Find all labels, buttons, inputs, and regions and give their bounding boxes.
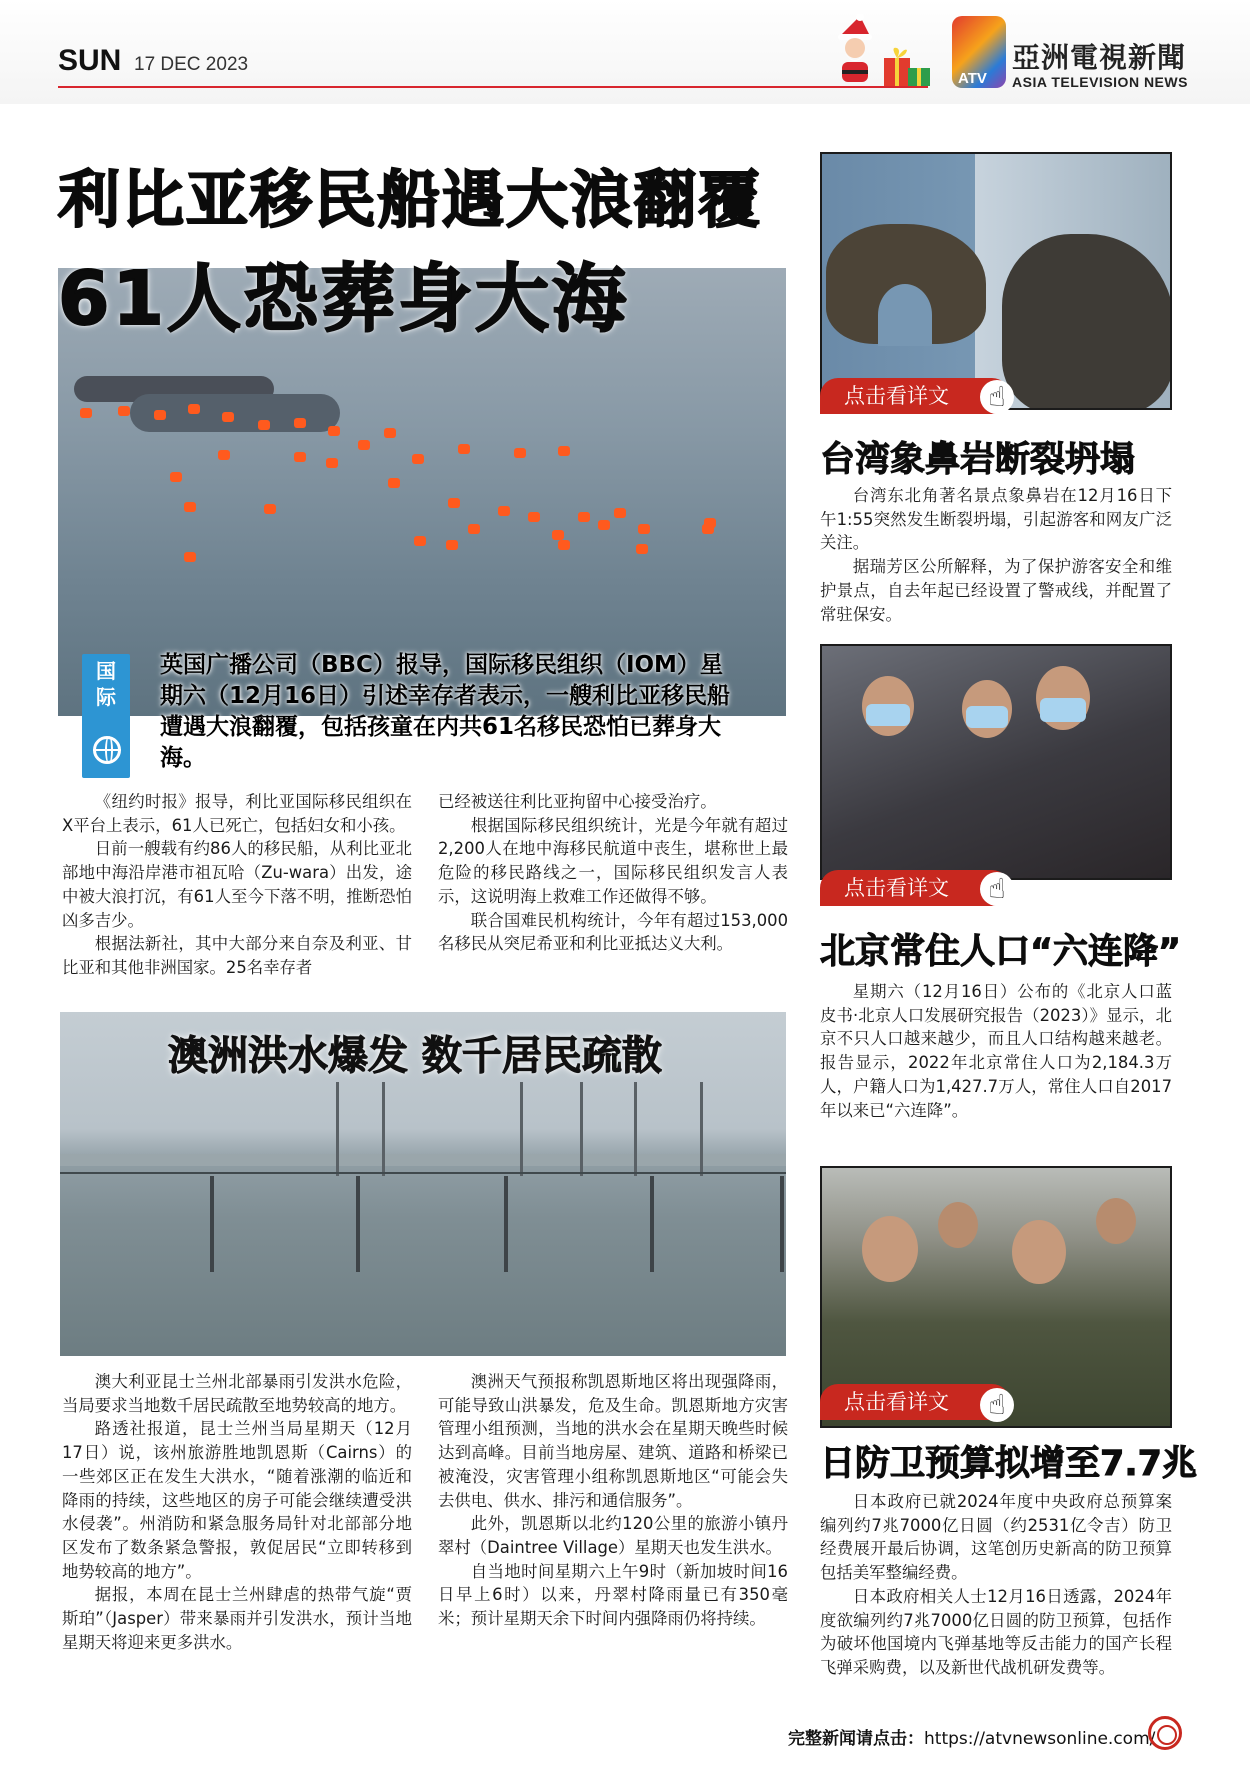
side-story-1-headline: 台湾象鼻岩断裂坍塌 [820,440,1136,480]
pointer-hand-icon: ☝ [980,380,1014,414]
issue-date: 17 DEC 2023 [134,54,249,75]
beijing-crowd-photo [820,644,1172,880]
paragraph: 此外，凯恩斯以北约120公里的旅游小镇丹翠村（Daintree Village）星期天也发生洪水。 [438,1514,788,1557]
read-more-button-1[interactable]: 点击看详文 [820,378,1010,414]
atv-footer-icon [1148,1716,1182,1750]
gift-icon [882,36,932,88]
paragraph: 联合国难民机构统计，今年有超过153,000名移民从突尼希亚和利比亚抵达义大利。 [438,910,788,954]
paragraph: 澳洲天气预报称凯恩斯地区将出现强降雨，可能导致山洪暴发，危及生命。凯恩斯地方灾害管理小组预测，当地的洪水会在星期天晚些时候达到高峰。目前当地房屋、建筑、道路和桥梁已被淹没，灾害管理小组称凯恩斯地区“可能会失去供电、供水、排污和通信服务”。 [438,1372,788,1510]
footer-label: 完整新闻请点击： [788,1729,924,1749]
flood-story-title: 澳洲洪水爆发 数千居民疏散 [168,1033,662,1079]
paragraph: 据瑞芳区公所解释，为了保护游客安全和维护景点，自去年起已经设置了警戒线，并配置了常驻保安。 [820,557,1172,624]
side-story-3-body [820,1490,1172,1680]
santa-icon [826,14,886,88]
section-badge-label: 国际 [96,659,116,709]
paragraph: 日本政府已就2024年度中央政府总预算案编列约7兆7000亿日圆（约2531亿令吉）防卫经费展开最后协调，这笔创历史新高的防卫预算包括美军整编经费。 [820,1492,1172,1583]
pointer-hand-icon: ☝ [980,1388,1014,1422]
side-story-1-body [820,484,1172,626]
paragraph: 日本政府相关人士12月16日透露，2024年度欲编列约7兆7000亿日圆的防卫预算，包括作为破坏他国境内飞弹基地等反击能力的国产长程飞弹采购费，以及新世代战机研发费等。 [820,1586,1172,1677]
fence-wire [60,1172,786,1174]
main-story-column-2 [438,790,788,956]
footer-url-link[interactable]: https://atvnewsonline.com/ [924,1729,1156,1749]
main-story-intro: 英国广播公司（BBC）报导，国际移民组织（IOM）星期六（12月16日）引述幸存者表示，一艘利比亚移民船遭遇大浪翻覆，包括孩童在内共61名移民恐怕已葬身大海。 [160,652,731,771]
paragraph: 日前一艘载有约86人的移民船，从利比亚北部地中海沿岸港市祖瓦哈（Zu-wara）出发，途中被大浪打沉，有61人至今下落不明，推断恐怕凶多吉少。 [62,839,412,930]
main-headline-line1: 利比亚移民船遇大浪翻覆 [58,163,763,236]
main-story-column-1 [62,790,412,980]
paragraph: 《纽约时报》报导，利比亚国际移民组织在X平台上表示，61人已死亡，包括妇女和小孩。 [62,792,412,835]
side-story-3-headline: 日防卫预算拟增至7.7兆 [820,1444,1198,1484]
pointer-hand-icon: ☝ [980,872,1014,906]
paragraph: 自当地时间星期六上午9时（新加坡时间16日早上6时）以来，丹翠村降雨量已有350毫米；预计星期天余下时间内强降雨仍将持续。 [438,1561,788,1629]
paragraph: 已经被送往利比亚拘留中心接受治疗。 [438,792,717,811]
paragraph: 根据法新社，其中大部分来自奈及利亚、甘比亚和其他非洲国家。25名幸存者 [62,934,412,977]
read-more-button-3[interactable]: 点击看详文 [820,1384,1010,1420]
logo-chinese-name: 亞洲電視新聞 [1012,41,1187,74]
paragraph: 星期六（12月16日）公布的《北京人口蓝皮书·北京人口发展研究报告（2023）》显示，北京不只人口越来越少，而且人口结构越来越老。报告显示，2022年北京常住人口为2,184.3万人，户籍人口为1,427.7万人，常住人口自2017年以来已“六连降”。 [820,982,1172,1120]
paragraph: 台湾东北角著名景点象鼻岩在12月16日下午1:55突然发生断裂坍塌，引起游客和网友广泛关注。 [820,486,1172,553]
flood-story-column-1 [62,1370,412,1654]
globe-icon [93,736,121,764]
logo-badge: ATV [958,70,987,87]
flood-story-column-2 [438,1370,788,1631]
airport-buildings [60,1154,786,1166]
side-story-2-headline: 北京常住人口“六连降” [820,932,1182,972]
read-more-button-2[interactable]: 点击看详文 [820,870,1010,906]
paragraph: 路透社报道，昆士兰州当局星期天（12月17日）说，该州旅游胜地凯恩斯（Cairns）的一些郊区正在发生大洪水，“随着涨潮的临近和降雨的持续，这些地区的房子可能会继续遭受洪水侵袭”。州消防和紧急服务局针对北部部分地区发布了数条紧急警报，敦促居民“立即转移到地势较高的地方”。 [62,1419,412,1581]
logo-english-name: ASIA TELEVISION NEWS [1012,74,1188,90]
paragraph: 澳大利亚昆士兰州北部暴雨引发洪水危险，当局要求当地数千居民疏散至地势较高的地方。 [62,1372,412,1415]
issue-day: SUN [58,44,122,77]
header-rule [58,86,928,88]
elephant-rock-photo [820,152,1172,410]
footer-link-line [788,1724,1155,1749]
side-story-2-body [820,980,1172,1122]
paragraph: 据报，本周在昆士兰州肆虐的热带气旋“贾斯珀”（Jasper）带来暴雨并引发洪水，预计当地星期天将迎来更多洪水。 [62,1585,412,1652]
paragraph: 根据国际移民组织统计，光是今年就有超过2,200人在地中海移民航道中丧生，堪称世上最危险的移民路线之一，国际移民组织发言人表示，这说明海上救难工作还做得不够。 [438,815,788,906]
main-headline-line2: 61人恐葬身大海 [58,256,629,342]
